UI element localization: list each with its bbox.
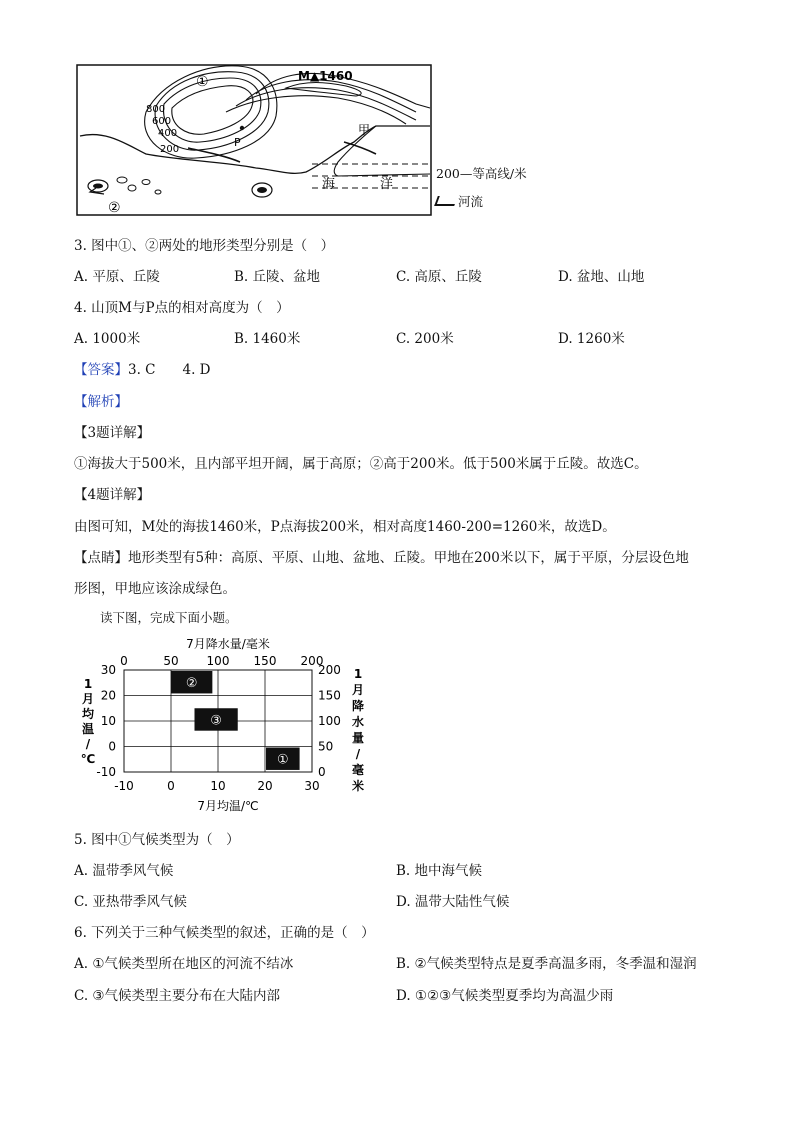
right-label-char-1: 月: [351, 683, 365, 697]
q6-option-b[interactable]: B. ②气候类型特点是夏季高温多雨，冬季温和湿润: [396, 956, 697, 972]
q6-option-d[interactable]: D. ①②③气候类型夏季均为高温少雨: [396, 988, 614, 1004]
top-tick-0: 0: [120, 654, 128, 668]
right-label-char-2: 降: [351, 699, 365, 713]
tip-line-2: 形图，甲地应该涂成绿色。: [74, 581, 236, 597]
q3-stem: 3. 图中①、②两处的地形类型分别是（ ）: [74, 238, 335, 254]
climate-chart: [74, 638, 374, 818]
right-tick-1: 150: [318, 688, 341, 703]
q3-option-d[interactable]: D. 盆地、山地: [558, 269, 645, 285]
left-label-char-5: ℃: [80, 752, 96, 766]
detail4-title: 【4题详解】: [74, 487, 151, 503]
climate-block-label-3: ③: [210, 713, 222, 729]
answer-label: 【答案】: [74, 362, 128, 378]
contour-200-label: 200: [160, 144, 180, 155]
q5-option-a[interactable]: A. 温带季风气候: [74, 863, 174, 879]
top-axis-title: 7月降水量/毫米: [186, 638, 270, 651]
top-tick-4: 200: [300, 654, 324, 668]
right-tick-3: 50: [318, 739, 334, 754]
q6-option-a[interactable]: A. ①气候类型所在地区的河流不结冰: [74, 956, 294, 972]
left-tick-3: 0: [108, 739, 116, 754]
right-label-char-3: 水: [351, 715, 365, 729]
detail3-body: ①海拔大于500米，且内部平坦开阔，属于高原；②高于200米。低于500米属于丘陵。故选C。: [74, 456, 648, 472]
chart-points: [171, 671, 300, 770]
left-tick-2: 10: [100, 714, 116, 728]
bottom-tick-4: 30: [304, 779, 320, 793]
contour-800-label: 800: [146, 104, 166, 115]
bottom-axis-title: 7月均温/℃: [197, 799, 259, 813]
q4-option-a[interactable]: A. 1000米: [74, 331, 141, 347]
tip-text-1: 地形类型有5种：高原、平原、山地、盆地、丘陵。甲地在200米以下，属于平原，分层设色地: [128, 550, 689, 566]
right-label-char-5: /: [355, 747, 361, 761]
top-tick-3: 150: [253, 654, 277, 668]
right-label-char-4: 量: [351, 731, 365, 745]
left-label-char-4: /: [85, 737, 91, 751]
q3-option-c[interactable]: C. 高原、丘陵: [396, 269, 482, 285]
top-tick-1: 50: [163, 654, 179, 668]
left-label-char-2: 均: [81, 707, 95, 721]
climate-block-label-1: ①: [276, 752, 289, 768]
point-p-label: P: [234, 136, 241, 149]
q3-option-b[interactable]: B. 丘陵、盆地: [234, 269, 321, 285]
contour-400-label: 400: [158, 128, 178, 139]
q4-stem: 4. 山顶M与P点的相对高度为（ ）: [74, 300, 290, 316]
legend-river-label: 河流: [458, 194, 484, 209]
peak-label: M▲1460: [298, 69, 353, 83]
right-tick-2: 100: [318, 714, 341, 728]
right-label-char-6: 毫: [351, 763, 365, 777]
q5-stem: 5. 图中①气候类型为（ ）: [74, 832, 240, 848]
right-tick-4: 0: [318, 765, 326, 779]
region-jia-label: 甲: [358, 123, 371, 137]
answer-line: [74, 358, 211, 378]
q4-option-d[interactable]: D. 1260米: [558, 331, 625, 347]
contour-600-label: 600: [152, 116, 172, 127]
sea-label-2: 洋: [380, 177, 394, 192]
detail3-title: 【3题详解】: [74, 425, 151, 441]
legend-contour: 200—等高线/米: [436, 166, 527, 181]
left-tick-1: 20: [100, 688, 116, 703]
river-icon: [434, 196, 458, 206]
sea-label-1: 海: [322, 177, 336, 192]
answer-text: 3. C 4. D: [128, 362, 211, 378]
bottom-tick-0: -10: [114, 779, 134, 793]
q5-option-b[interactable]: B. 地中海气候: [396, 863, 483, 879]
right-label-char-7: 米: [351, 779, 365, 793]
tip-line-1: [74, 546, 689, 566]
circle-1-label: ①: [196, 74, 209, 90]
q4-option-c[interactable]: C. 200米: [396, 331, 454, 347]
q5-option-d[interactable]: D. 温带大陆性气候: [396, 894, 510, 910]
analysis-label: 【解析】: [74, 394, 128, 410]
left-label-char-1: 月: [81, 692, 95, 706]
circle-2-label: ②: [108, 200, 121, 216]
q4-option-b[interactable]: B. 1460米: [234, 331, 301, 347]
left-tick-0: 30: [100, 663, 116, 677]
right-tick-0: 200: [318, 663, 341, 677]
tip-label: 【点睛】: [74, 550, 128, 566]
detail4-body: 由图可知，M处的海拔1460米，P点海拔200米，相对高度1460-200=1260米，故选D。: [74, 519, 616, 535]
intro-text: 读下图，完成下面小题。: [100, 610, 238, 625]
top-tick-2: 100: [206, 654, 230, 668]
q6-stem: 6. 下列关于三种气候类型的叙述，正确的是（ ）: [74, 925, 375, 941]
climate-block-label-2: ②: [185, 676, 198, 692]
left-label-char-0: 1: [83, 677, 93, 691]
q3-option-a[interactable]: A. 平原、丘陵: [74, 269, 160, 285]
legend-river: [436, 192, 483, 210]
left-label-char-3: 温: [81, 722, 95, 736]
left-tick-4: -10: [96, 765, 116, 779]
bottom-tick-2: 10: [210, 779, 226, 793]
bottom-tick-1: 0: [167, 779, 175, 793]
q6-option-c[interactable]: C. ③气候类型主要分布在大陆内部: [74, 988, 281, 1004]
bottom-tick-3: 20: [257, 779, 273, 793]
contour-map: [76, 64, 432, 216]
right-label-char-0: 1: [353, 667, 363, 681]
q5-option-c[interactable]: C. 亚热带季风气候: [74, 894, 187, 910]
